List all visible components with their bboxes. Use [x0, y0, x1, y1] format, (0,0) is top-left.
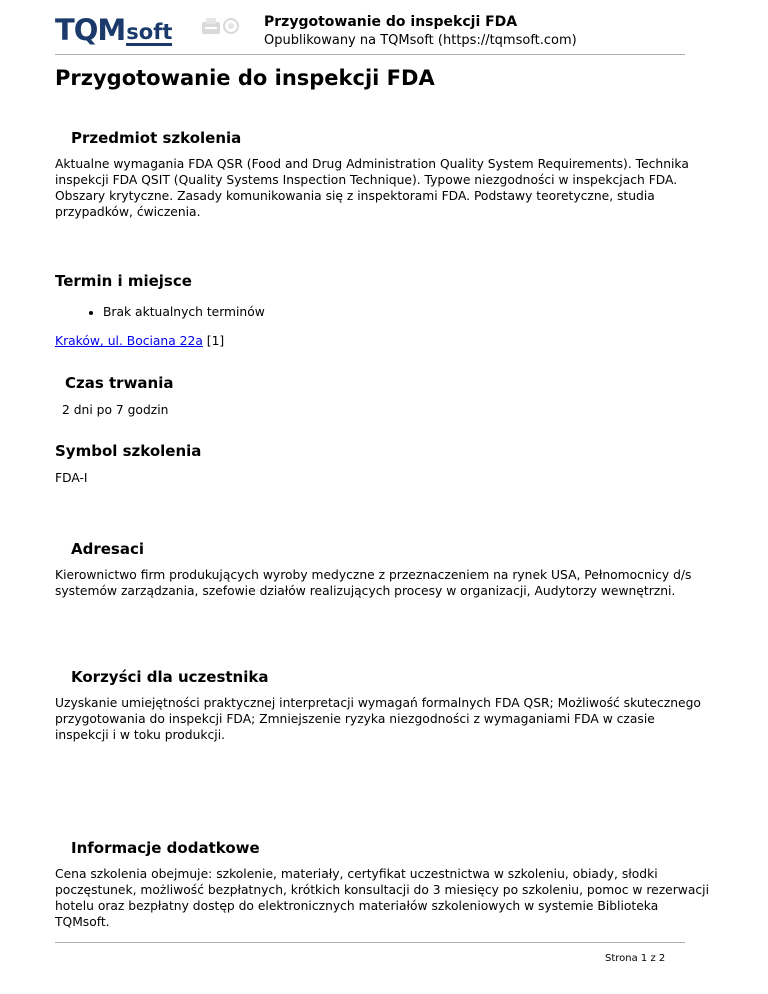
header-title: Przygotowanie do inspekcji FDA	[264, 14, 518, 30]
audience-heading: Adresaci	[71, 540, 145, 558]
logo-main-text: TQM	[55, 13, 126, 47]
header-published: Opublikowany na TQMsoft (https://tqmsoft.com)	[264, 33, 577, 48]
symbol-heading: Symbol szkolenia	[55, 442, 202, 460]
symbol-text: FDA-I	[55, 471, 88, 485]
page-header	[55, 0, 685, 55]
subject-text: Aktualne wymagania FDA QSR (Food and Drug Administration Quality System Requirements). Technika inspekcji FDA QSIT (Quality Systems Inspection Technique). Typowe niezgodności w inspekcjach FDA. Obszary krytyczne. Zasady komunikowania się z inspektorami FDA. Podstawy teoretyczne, studia przypadków, ćwiczenia.	[55, 157, 689, 219]
location-link[interactable]: Kraków, ul. Bociana 22a	[55, 334, 203, 348]
extra-heading: Informacje dodatkowe	[71, 839, 260, 857]
print-icon[interactable]	[201, 16, 241, 38]
location-ref: [1]	[206, 334, 225, 348]
audience-text: Kierownictwo firm produkujących wyroby medyczne z przeznaczeniem na rynek USA, Pełnomocnicy d/s systemów zarządzania, szefowie działów realizujących procesy w organizacji, Audytorzy wewnętrzni.	[55, 568, 692, 598]
logo-accent-text: soft	[126, 20, 173, 44]
schedule-item: • Brak aktualnych terminów	[103, 305, 265, 319]
extra-text: Cena szkolenia obejmuje: szkolenie, materiały, certyfikat uczestnictwa w szkoleniu, obiady, słodki poczęstunek, możliwość bezpłatnych, krótkich konsultacji do 3 miesięcy po szkoleniu, pomoc w rezerwacji hotelu oraz bezpłatny dostęp do elektronicznych materiałów szkoleniowych w systemie Biblioteka TQMsoft.	[55, 867, 709, 929]
duration-text: 2 dni po 7 godzin	[62, 403, 169, 417]
schedule-heading: Termin i miejsce	[55, 272, 192, 290]
footer-divider	[55, 942, 685, 943]
benefits-heading: Korzyści dla uczestnika	[71, 668, 269, 686]
tqmsoft-logo[interactable]	[55, 12, 172, 46]
benefits-text: Uzyskanie umiejętności praktycznej interpretacji wymagań formalnych FDA QSR; Możliwość skutecznego przygotowania do inspekcji FDA; Zmniejszenie ryzyka niezgodności z wymaganiami FDA w czasie inspekcji i w toku produkcji.	[55, 696, 701, 742]
duration-heading: Czas trwania	[65, 374, 174, 392]
subject-heading: Przedmiot szkolenia	[71, 129, 242, 147]
schedule-list	[55, 305, 265, 319]
page-title: Przygotowanie do inspekcji FDA	[55, 66, 435, 90]
page-number: Strona 1 z 2	[605, 953, 666, 964]
location	[55, 334, 224, 348]
